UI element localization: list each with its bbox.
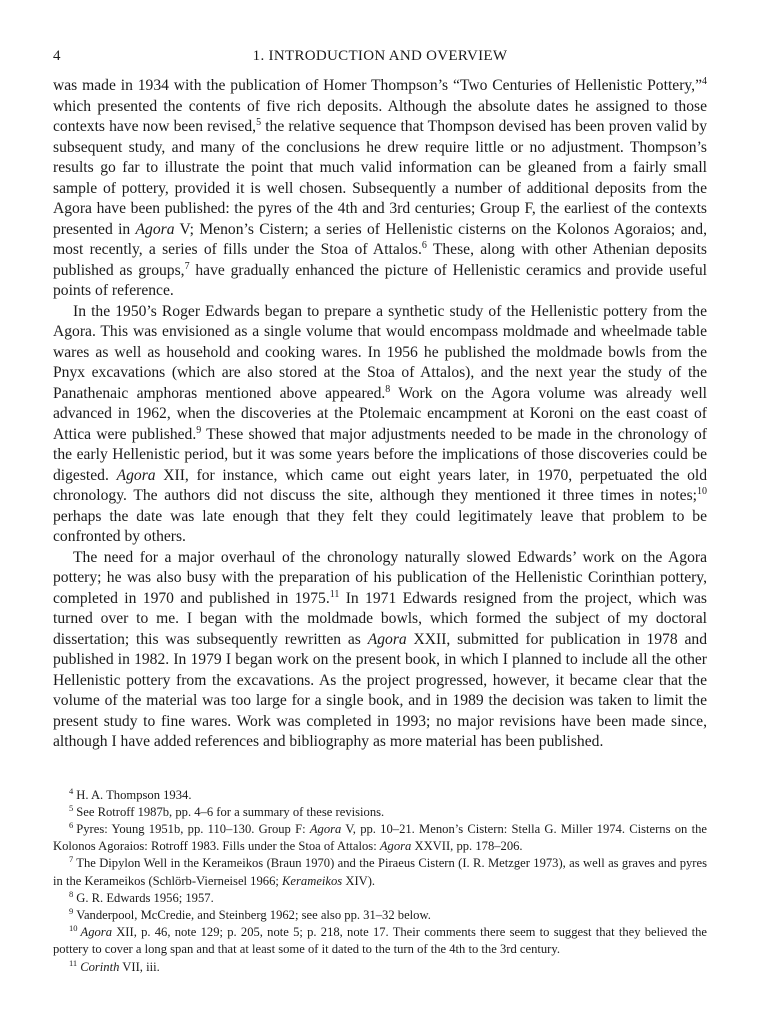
footnote <box>53 804 707 821</box>
footnote-reference: 8 <box>385 383 391 395</box>
text-run: XXVII, pp. 178–206. <box>411 839 523 854</box>
italic-text: Agora <box>309 821 342 836</box>
text-run: perhaps the date was late enough that they felt they could legitimately leave that problem to be confronted by others. <box>53 507 707 545</box>
footnote-number: 8 <box>69 888 74 899</box>
footnote-number: 5 <box>69 802 74 813</box>
text-run: have gradually enhanced the picture of Hellenistic ceramics and provide useful points of reference. <box>53 261 707 299</box>
text-run: H. A. Thompson 1934. <box>76 787 192 802</box>
footnote-number: 4 <box>69 785 74 796</box>
footnote-number: 11 <box>69 957 78 968</box>
text-run: V, pp. 10–21. Menon’s Cistern: Stella G. Miller 1974. Cisterns on the Kolonos Agoraios: Rotroff 1983. Fills under the Stoa of Attalos: <box>53 821 707 854</box>
book-page <box>53 48 707 976</box>
text-run: Work on the Agora volume was already well advanced in 1962, when the discoveries at the Ptolemaic encampment at Koroni on the east coast of Attica were published. <box>53 384 707 443</box>
italic-text: Agora <box>379 839 412 854</box>
text-run: which presented the contents of five rich deposits. Although the absolute dates he assigned to those contexts have now been revised, <box>53 97 707 135</box>
footnote-reference: 4 <box>702 76 707 87</box>
text-run: was made in 1934 with the publication of Homer Thompson’s “Two Centuries of Hellenistic Pottery,” <box>53 77 702 94</box>
text-run: XXII, submitted for publication in 1978 and published in 1982. In 1979 I began work on the present book, in which I planned to include all the other Hellenistic pottery from the excavations. As the project progressed, however, it became clear that the volume of the material was too large for a single book, and in 1989 the decision was taken to limit the present study to fine wares. Work was completed in 1993; no major revisions have been made since, although I have added references and bibliography as more material has been published. <box>53 630 707 750</box>
footnote <box>53 924 707 958</box>
paragraph <box>53 302 707 548</box>
text-run: In the 1950’s Roger Edwards began to prepare a synthetic study of the Hellenistic pottery from the Agora. This was envisioned as a single volume that would encompass moldmade and wheelmade table wares as well as household and cooking wares. In 1956 he published the moldmade bowls from the Pnyx excavations (which are also stored at the Stoa of Attalos), and the next year the study of the Panathenaic amphoras mentioned above appeared. <box>53 302 707 402</box>
footnote <box>53 855 707 889</box>
paragraph <box>53 76 707 302</box>
italic-text: Agora <box>116 466 156 484</box>
text-run: In 1971 Edwards resigned from the project, which was turned over to me. I began with the moldmade bowls, which formed the subject of my doctoral dissertation; this was subsequently rewritten as <box>53 589 707 648</box>
page-header <box>53 48 707 70</box>
text-run: XII, p. 46, note 129; p. 205, note 5; p. 218, note 17. Their comments there seem to suggest that they believed the pottery to cover a long span and that at least some of it dated to the turn of the 4th to the 3rd century. <box>53 925 707 957</box>
footnote-reference: 5 <box>256 117 262 128</box>
footnote-reference: 9 <box>196 424 202 436</box>
text-run: VII, iii. <box>119 959 160 974</box>
text-run: Pyres: Young 1951b, pp. 110–130. Group F: <box>76 821 310 836</box>
text-run: These showed that major adjustments needed to be made in the chronology of the early Hellenistic period, but it was some years before the implications of those discoveries could be digested. <box>53 425 707 484</box>
page-number: 4 <box>53 48 61 64</box>
running-head: 1. INTRODUCTION AND OVERVIEW <box>252 48 508 64</box>
text-run: G. R. Edwards 1956; 1957. <box>76 890 214 905</box>
footnote-number: 10 <box>69 923 78 934</box>
body-text <box>53 76 707 753</box>
italic-text: Corinth <box>80 959 120 974</box>
text-run: The Dipylon Well in the Kerameikos (Braun 1970) and the Piraeus Cistern (I. R. Metzger 1973), as well as graves and pyres in the Kerameikos (Schlörb-Vierneisel 1966; <box>53 856 707 888</box>
italic-text: Agora <box>80 925 112 940</box>
text-run: XIV). <box>342 873 376 888</box>
text-run: These, along with other Athenian deposits published as groups, <box>53 241 707 279</box>
text-run: See Rotroff 1987b, pp. 4–6 for a summary of these revisions. <box>76 804 385 819</box>
text-run: The need for a major overhaul of the chronology naturally slowed Edwards’ work on the Agora pottery; he was also busy with the preparation of his publication of the Hellenistic Corinthian pottery, completed in 1970 and published in 1975. <box>53 548 707 607</box>
footnote-reference: 7 <box>184 260 190 272</box>
footnote <box>53 890 707 907</box>
text-run: V; Menon’s Cistern; a series of Hellenistic cisterns on the Kolonos Agoraios; and, most recently, a series of fills under the Stoa of Attalos. <box>53 220 707 258</box>
footnote-reference: 6 <box>421 240 427 251</box>
footnote <box>53 907 707 924</box>
footnote <box>53 821 707 855</box>
text-run: Vanderpool, McCredie, and Steinberg 1962; see also pp. 31–32 below. <box>76 907 431 922</box>
italic-text: Agora <box>367 630 407 648</box>
text-run: XII, for instance, which came out eight years later, in 1970, perpetuated the old chronology. The authors did not discuss the site, although they mentioned it three times in notes; <box>53 466 708 504</box>
text-run: the relative sequence that Thompson devised has been proven valid by subsequent study, and many of the conclusions he drew require little or no adjustment. Thompson’s results go far to illustrate the point that much valid information can be gleaned from a fairly small sample of pottery, provided it is well chosen. Subsequently a number of additional deposits from the Agora have been published: the pyres of the 4th and 3rd centuries; Group F, the earliest of the contexts presented in <box>53 118 707 238</box>
footnote-reference: 11 <box>329 588 340 600</box>
footnote-number: 7 <box>69 854 74 865</box>
footnote-number: 6 <box>69 819 74 830</box>
footnote <box>53 959 707 976</box>
footnote-reference: 10 <box>697 486 707 497</box>
italic-text: Kerameikos <box>282 873 343 888</box>
italic-text: Agora <box>135 220 175 238</box>
footnotes <box>53 787 707 976</box>
footnote-number: 9 <box>69 905 74 916</box>
footnote <box>53 787 707 804</box>
paragraph <box>53 548 707 753</box>
